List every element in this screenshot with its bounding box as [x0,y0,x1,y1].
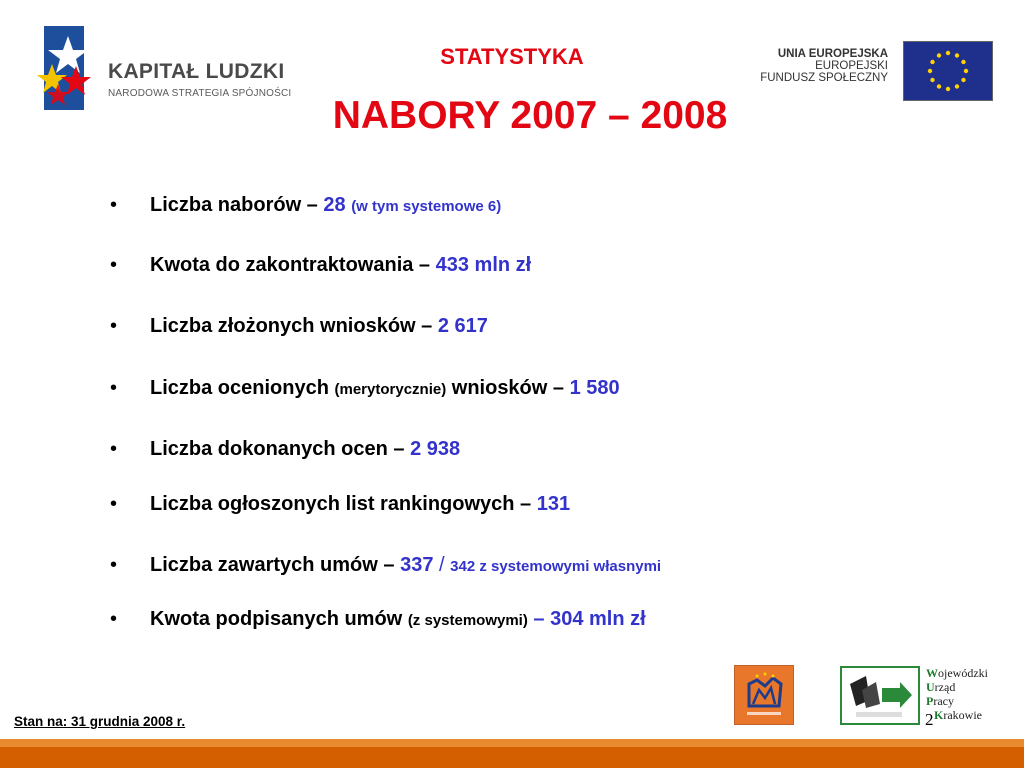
ue-text-block [678,48,888,84]
list-item [110,608,646,631]
list-item [110,254,532,277]
item-value: 1 580 [569,377,620,399]
list-item [110,438,461,461]
item-label: Liczba ocenionych [150,377,329,399]
item-label: Liczba dokonanych ocen – [150,438,405,460]
item-label: Liczba ogłoszonych list rankingowych – [150,493,532,515]
statystyka-title: STATYSTYKA [440,44,584,69]
eu-flag-icon [903,41,993,101]
item-label: Liczba naborów – [150,194,318,216]
item-value: 2 617 [437,315,488,337]
list-item [110,315,488,338]
urzad-pracy-logo-icon [840,666,920,725]
item-note: 342 z systemowymi własnymi [450,558,662,575]
item-label: Liczba zawartych umów – [150,554,395,576]
malopolska-logo-icon [734,665,794,725]
list-item [110,194,502,217]
page-number: 2 [925,710,934,729]
logo-title: KAPITAŁ LUDZKI [108,60,285,83]
footer-date: Stan na: 31 grudnia 2008 r. [14,714,186,729]
ue-line-3: FUNDUSZ SPOŁECZNY [760,72,888,84]
item-note: (z systemowymi) [407,612,528,629]
item-value: 2 938 [410,438,461,460]
footer-bar-highlight [0,739,1024,747]
ue-line-1: UNIA EUROPEJSKA [777,48,888,60]
ue-line-2: EUROPEJSKI [815,60,888,72]
item-value: 131 [536,493,571,515]
item-value: 28 [323,194,346,216]
list-item [110,554,662,577]
wup-name: Wojewódzki Urząd Pracy Krakowie [926,666,988,722]
page-title: NABORY 2007 – 2008 [332,94,728,137]
item-value: 337 [400,554,434,576]
item-label: Kwota podpisanych umów [150,608,403,630]
item-separator: / [439,554,445,576]
item-value: 433 mln zł [435,254,532,276]
logo-subtitle: NARODOWA STRATEGIA SPÓJNOŚCI [108,88,292,99]
item-label: Liczba złożonych wniosków – [150,315,433,337]
item-value: – 304 mln zł [533,608,646,630]
item-note: (w tym systemowe 6) [351,198,502,215]
list-item [110,377,620,400]
item-note: (merytorycznie) [334,381,447,398]
list-item [110,493,571,516]
item-label-2: wniosków – [451,377,565,399]
item-label: Kwota do zakontraktowania – [150,254,431,276]
